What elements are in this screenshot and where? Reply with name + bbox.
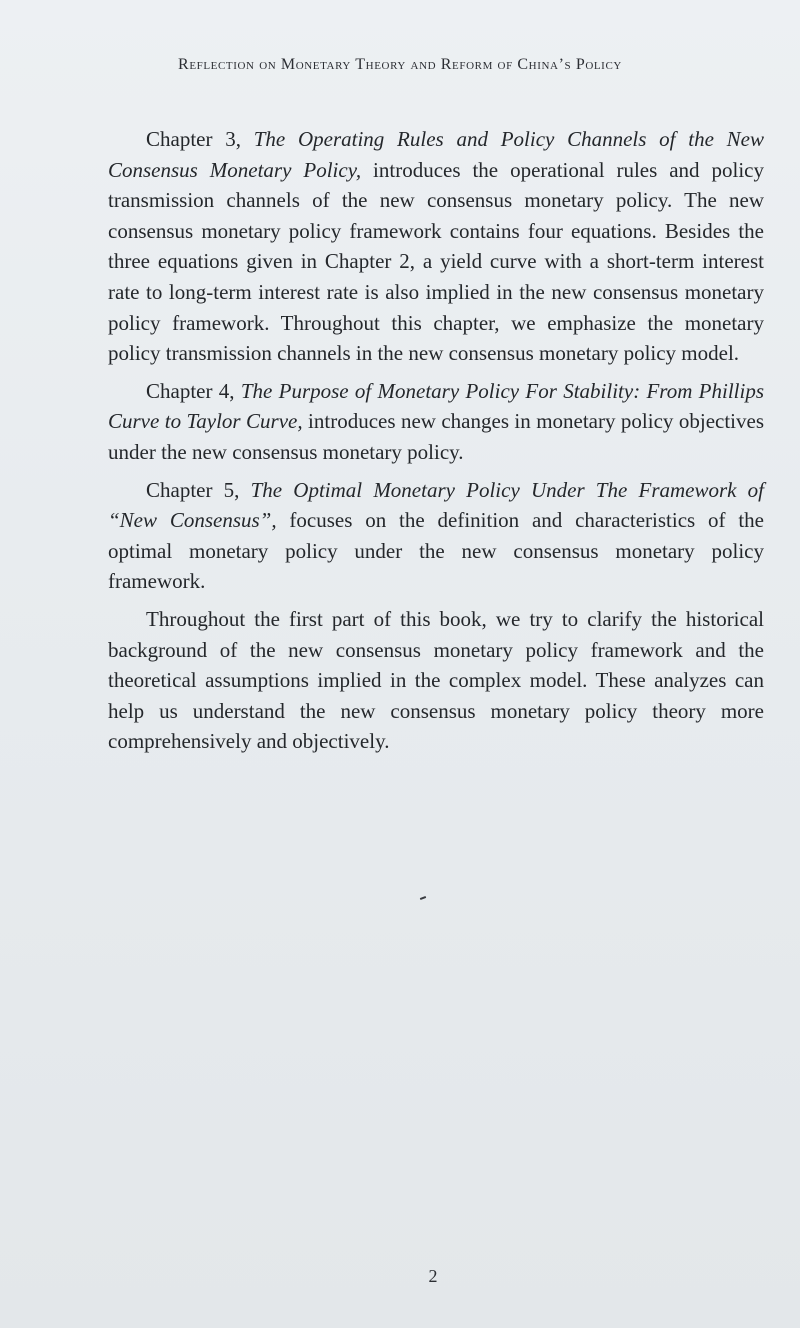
paragraph-text: introduces new changes in monetary policy objectives under the new consensus monetary policy. bbox=[108, 409, 764, 464]
running-header: Reflection on Monetary Theory and Reform of China’s Policy bbox=[178, 56, 622, 73]
paragraph-summary bbox=[108, 604, 764, 757]
paragraph-lead: Chapter 3, bbox=[146, 127, 254, 151]
chapter-title: The Purpose of Monetary Policy For Stability: From Phillips Curve to Taylor Curve, bbox=[108, 378, 764, 434]
paragraph-text: Throughout the first part of this book, we try to clarify the historical background of the new consensus monetary policy framework and the theoretical assumptions implied in the complex model. These analyzes can help us understand the new consensus monetary policy theory more comprehensively and objectively. bbox=[108, 606, 764, 754]
paragraph-chapter-5 bbox=[108, 475, 764, 597]
chapter-title: The Operating Rules and Policy Channels of the New Consensus Monetary Policy, bbox=[108, 127, 765, 182]
chapter-title: The Optimal Monetary Policy Under The Framework of “New Consensus”, bbox=[108, 477, 765, 533]
paragraph-chapter-3 bbox=[108, 124, 764, 369]
page-number: 2 bbox=[428, 1266, 438, 1286]
paragraph-lead: Chapter 5, bbox=[146, 477, 251, 502]
paragraph-chapter-4 bbox=[108, 376, 764, 468]
paragraph-lead: Chapter 4, bbox=[146, 378, 241, 403]
paragraph-text: focuses on the definition and characteristics of the optimal monetary policy under the new consensus monetary policy framework. bbox=[108, 508, 764, 594]
body-text bbox=[108, 124, 764, 764]
ink-mark bbox=[420, 896, 426, 900]
paragraph-text: introduces the operational rules and policy transmission channels of the new consensus monetary policy. The new consensus monetary policy framework contains four equations. Besides the three equations given in Chapter 2, a yield curve with a short-term interest rate to long-term interest rate is also implied in the new consensus monetary policy framework. Throughout this chapter, we emphasize the monetary policy transmission channels in the new consensus monetary policy model. bbox=[108, 157, 764, 366]
